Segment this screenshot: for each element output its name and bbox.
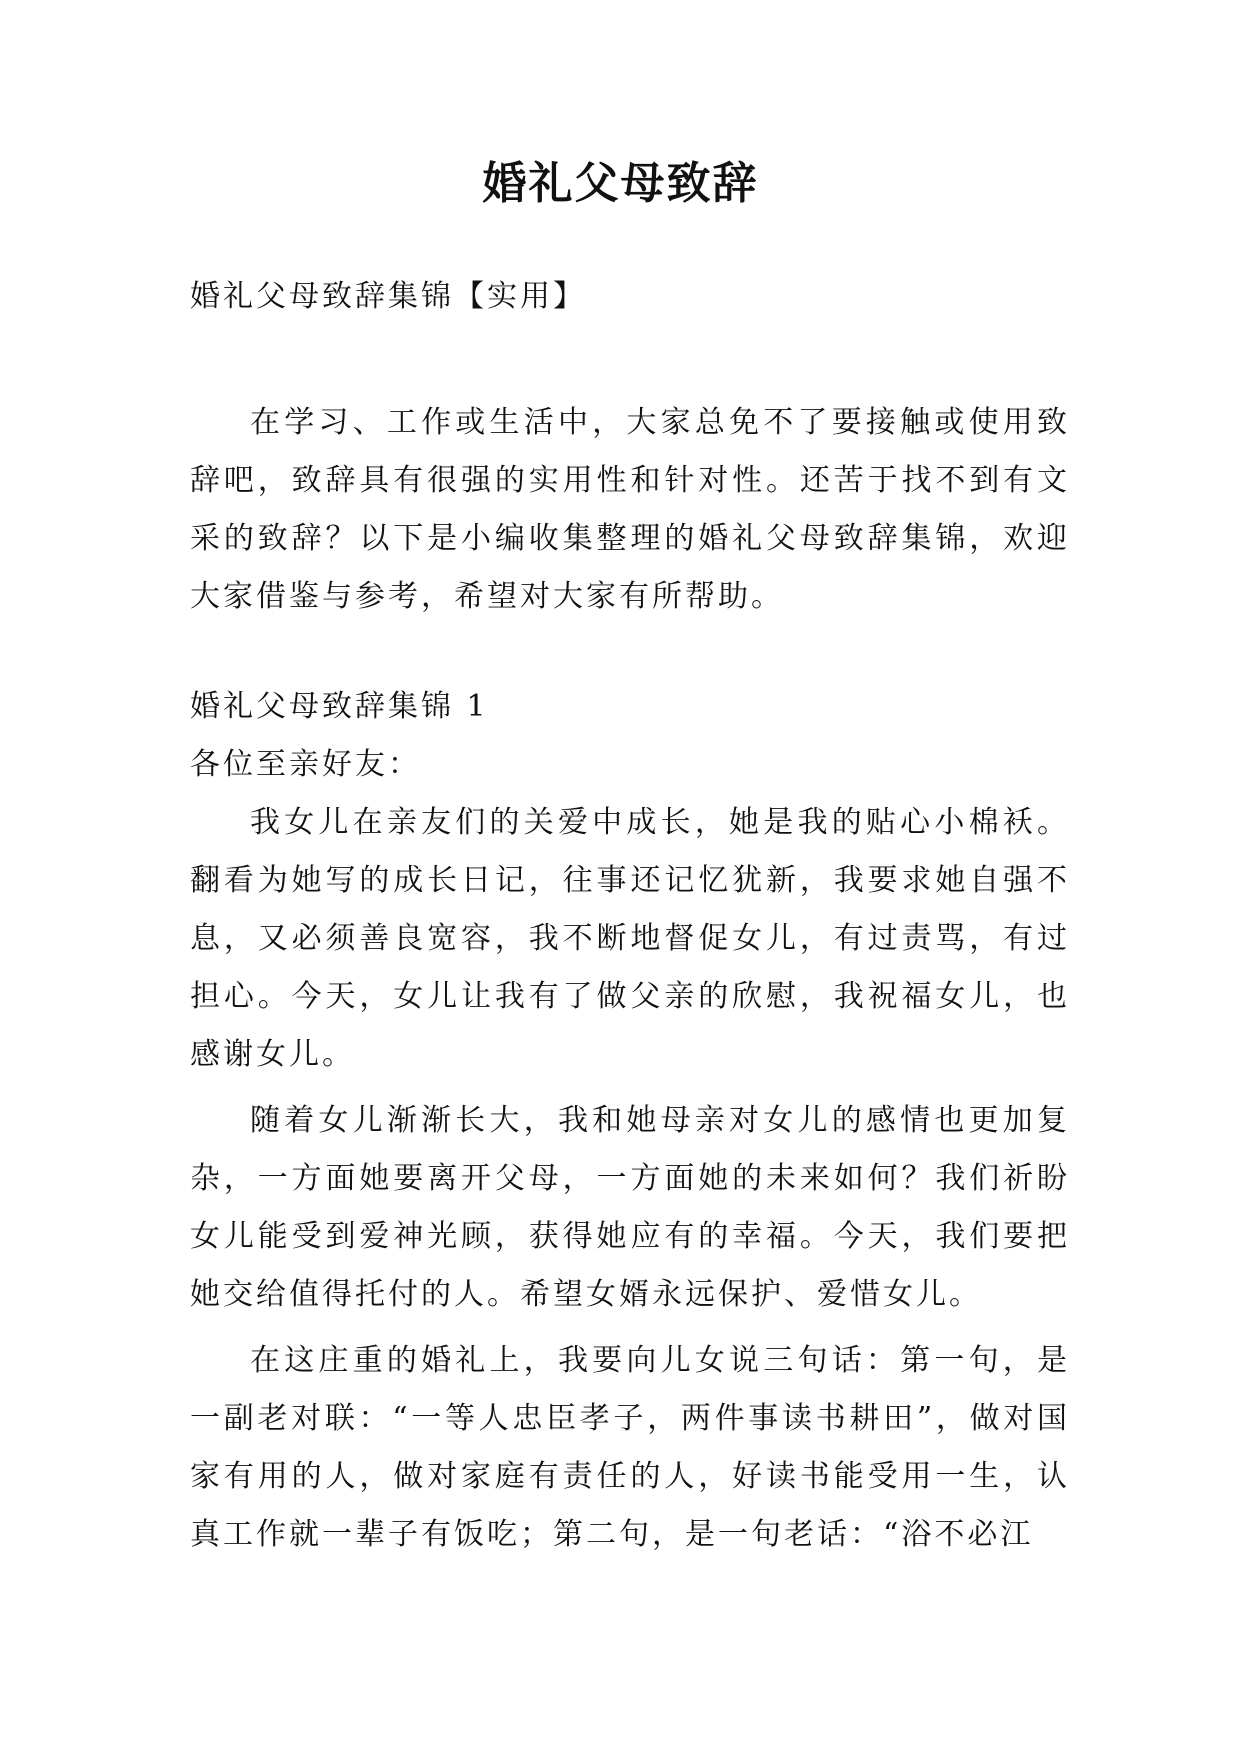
body-paragraph-3: 在这庄重的婚礼上，我要向儿女说三句话：第一句，是一副老对联：“一等人忠臣孝子，两件事读书耕田”，做对国家有用的人，做对家庭有责任的人，好读书能受用一生，认真工作就一辈子有饭吃；第二句，是一句老话：“浴不必江 xyxy=(190,1343,1070,1552)
document-body xyxy=(190,268,1070,1564)
greeting-line: 各位至亲好友： xyxy=(190,747,421,782)
document-subtitle: 婚礼父母致辞集锦【实用】 xyxy=(190,279,586,314)
document-title: 婚礼父母致辞 xyxy=(482,158,759,209)
body-paragraph-1: 我女儿在亲友们的关爱中成长，她是我的贴心小棉袄。翻看为她写的成长日记，往事还记忆犹新，我要求她自强不息，又必须善良宽容，我不断地督促女儿，有过责骂，有过担心。今天，女儿让我有了做父亲的欣慰，我祝福女儿，也感谢女儿。 xyxy=(190,805,1070,1072)
body-paragraph-2: 随着女儿渐渐长大，我和她母亲对女儿的感情也更加复杂，一方面她要离开父母，一方面她的未来如何？我们祈盼女儿能受到爱神光顾，获得她应有的幸福。今天，我们要把她交给值得托付的人。希望女婿永远保护、爱惜女儿。 xyxy=(190,1103,1070,1312)
section-heading: 婚礼父母致辞集锦 1 xyxy=(190,689,489,724)
intro-paragraph: 在学习、工作或生活中，大家总免不了要接触或使用致辞吧，致辞具有很强的实用性和针对性。还苦于找不到有文采的致辞？以下是小编收集整理的婚礼父母致辞集锦，欢迎大家借鉴与参考，希望对大家有所帮助。 xyxy=(190,405,1070,614)
